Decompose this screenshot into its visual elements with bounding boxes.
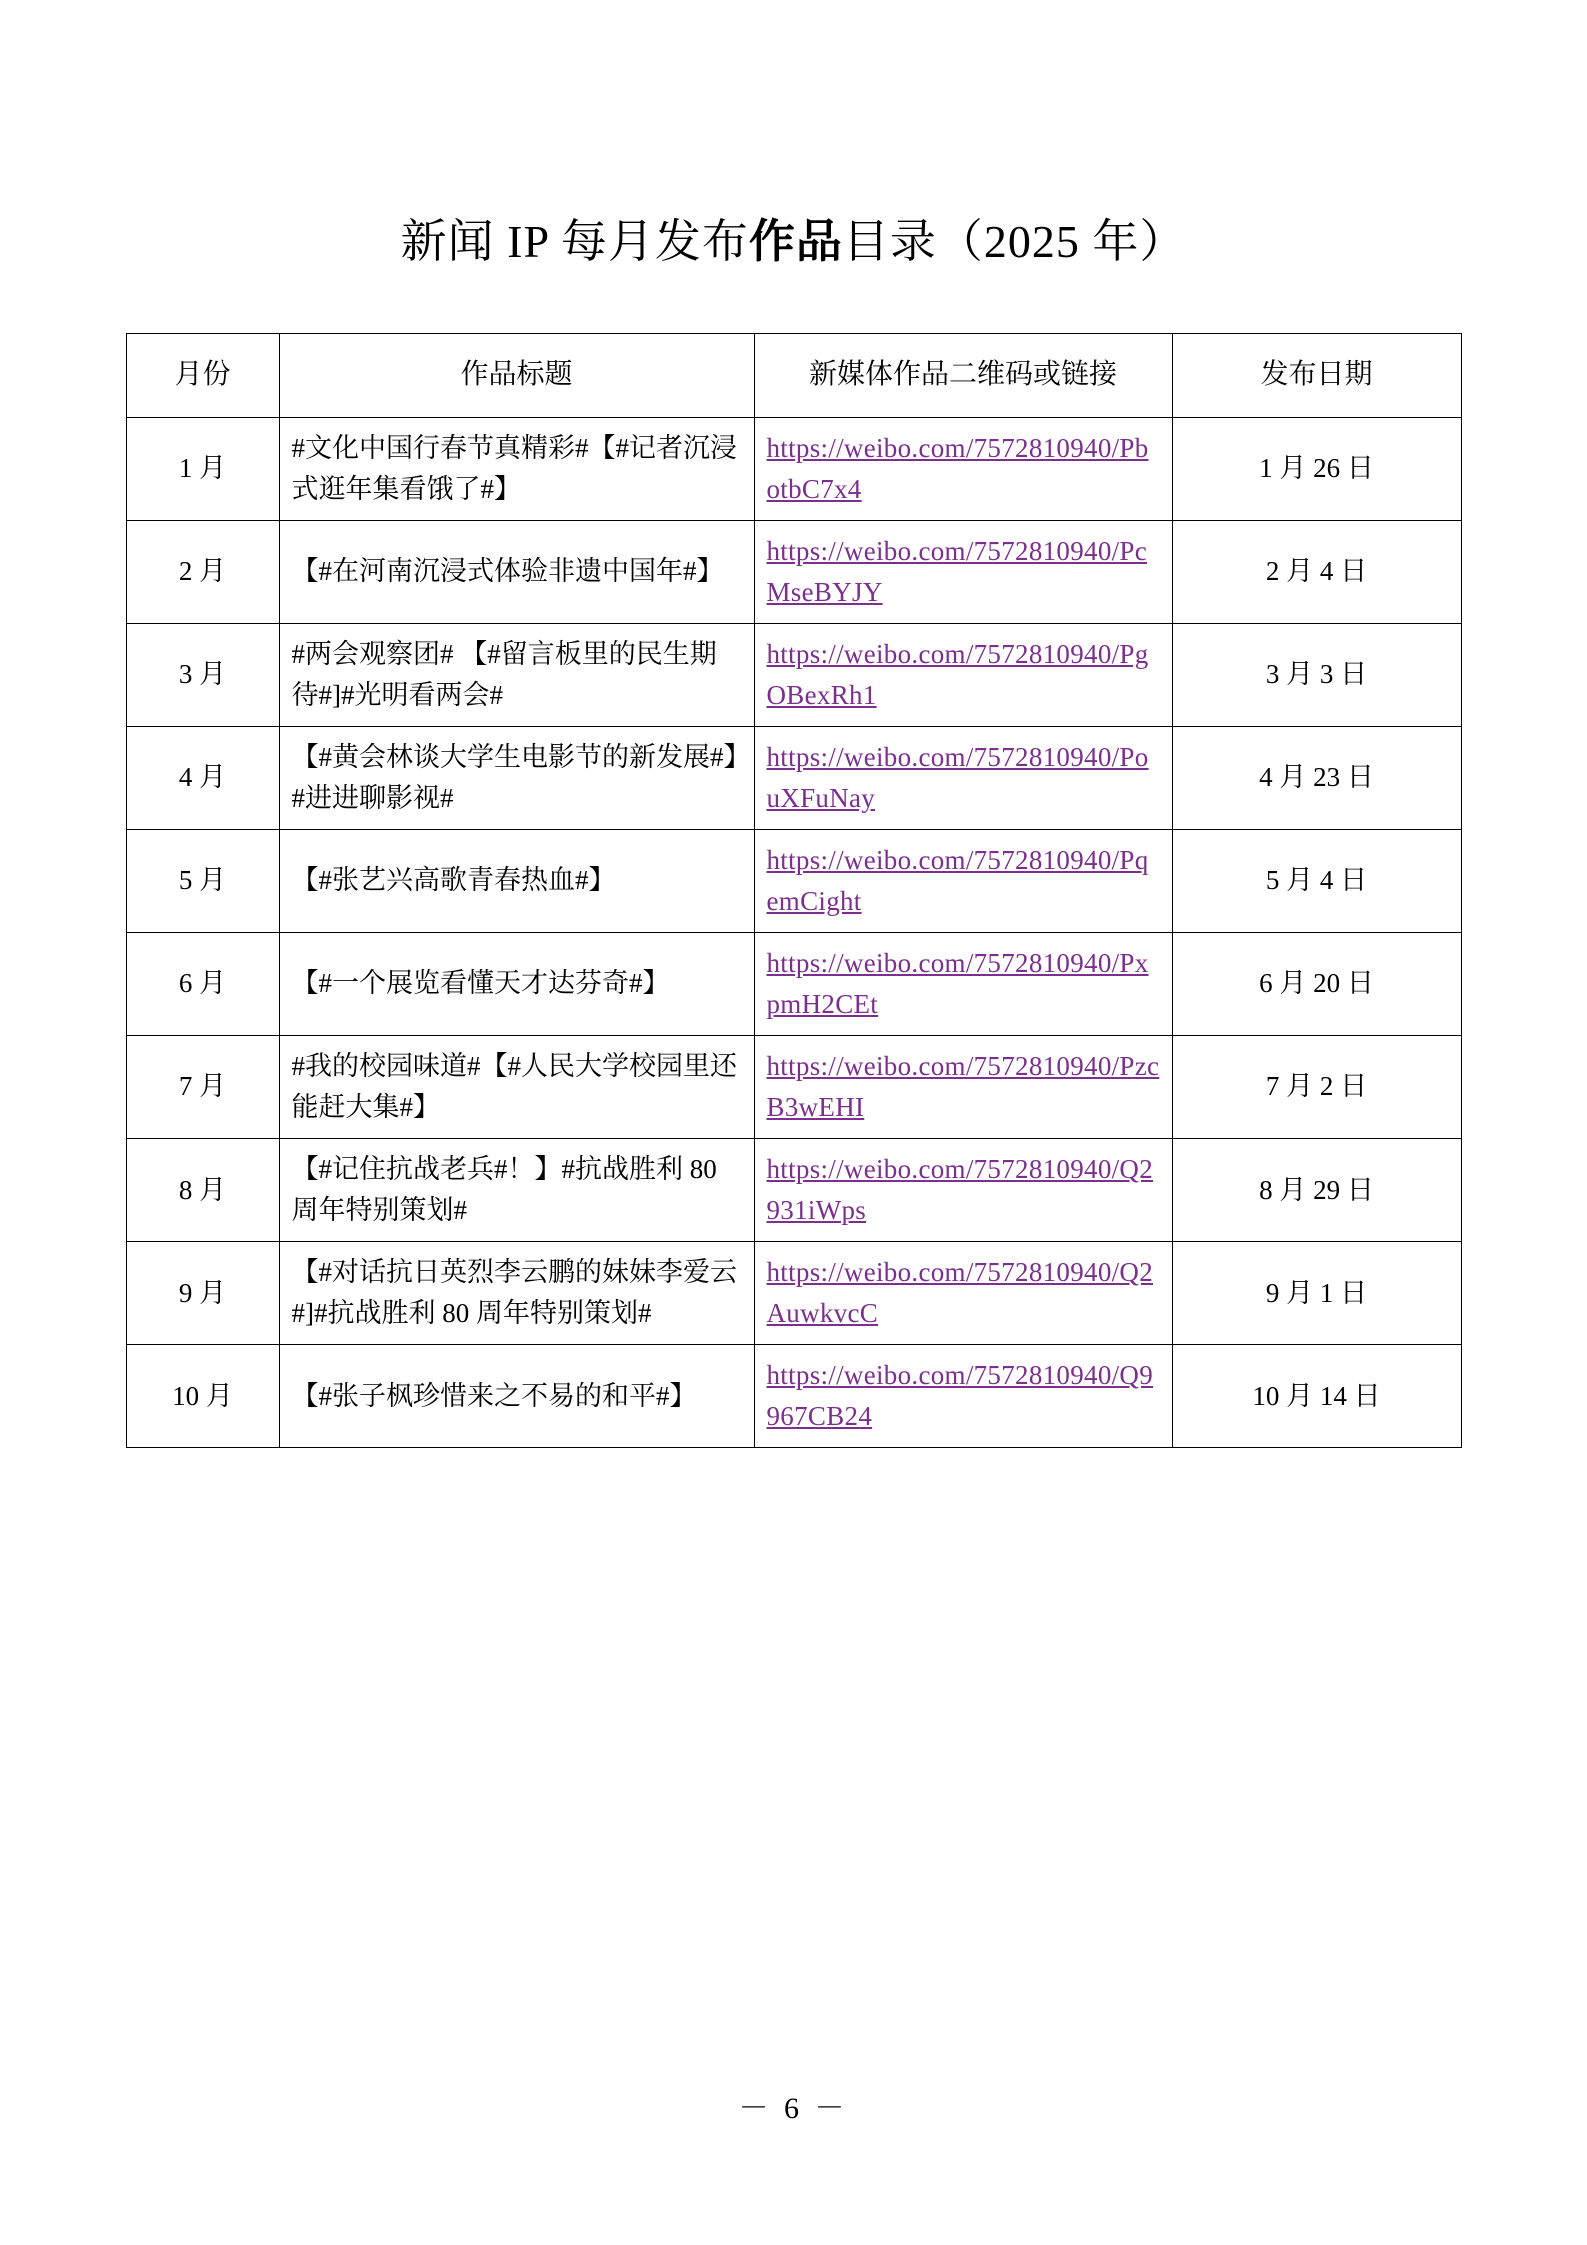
cell-title: 【#记住抗战老兵#！】#抗战胜利 80 周年特别策划# xyxy=(279,1138,754,1241)
cell-title: #两会观察团# 【#留言板里的民生期待#]#光明看两会# xyxy=(279,623,754,726)
page-title-prefix: 新闻 IP 每月发布 xyxy=(400,216,749,267)
table-row xyxy=(126,1242,1461,1345)
cell-date: 9 月 1 日 xyxy=(1172,1242,1461,1345)
cell-link xyxy=(754,1242,1172,1345)
cell-title: #我的校园味道#【#人民大学校园里还能赶大集#】 xyxy=(279,1035,754,1138)
weibo-link[interactable]: https://weibo.com/7572810940/PgOBexRh1 xyxy=(766,638,1149,710)
cell-title: 【#在河南沉浸式体验非遗中国年#】 xyxy=(279,520,754,623)
table-row xyxy=(126,623,1461,726)
cell-month: 4 月 xyxy=(126,726,279,829)
cell-month: 9 月 xyxy=(126,1242,279,1345)
column-header-month: 月份 xyxy=(126,334,279,418)
table-row xyxy=(126,417,1461,520)
table-row xyxy=(126,932,1461,1035)
cell-link xyxy=(754,417,1172,520)
table-row xyxy=(126,829,1461,932)
cell-month: 6 月 xyxy=(126,932,279,1035)
cell-date: 1 月 26 日 xyxy=(1172,417,1461,520)
weibo-link[interactable]: https://weibo.com/7572810940/PqemCight xyxy=(766,844,1149,916)
cell-title: 【#张艺兴高歌青春热血#】 xyxy=(279,829,754,932)
column-header-title: 作品标题 xyxy=(279,334,754,418)
cell-title: 【#一个展览看懂天才达芬奇#】 xyxy=(279,932,754,1035)
cell-link xyxy=(754,1035,1172,1138)
cell-link xyxy=(754,1138,1172,1241)
table-row xyxy=(126,1345,1461,1448)
table-row xyxy=(126,1138,1461,1241)
cell-date: 7 月 2 日 xyxy=(1172,1035,1461,1138)
weibo-link[interactable]: https://weibo.com/7572810940/Q2AuwkvcC xyxy=(766,1257,1154,1329)
page-title-suffix: 目录（2025 年） xyxy=(842,216,1187,267)
page-number: － 6 － xyxy=(738,2092,849,2125)
cell-date: 8 月 29 日 xyxy=(1172,1138,1461,1241)
cell-link xyxy=(754,829,1172,932)
table-row xyxy=(126,520,1461,623)
cell-link xyxy=(754,932,1172,1035)
page-title xyxy=(0,0,1587,271)
table-header-row xyxy=(126,334,1461,418)
cell-date: 10 月 14 日 xyxy=(1172,1345,1461,1448)
cell-month: 7 月 xyxy=(126,1035,279,1138)
cell-month: 5 月 xyxy=(126,829,279,932)
cell-title: 【#黄会林谈大学生电影节的新发展#】#进进聊影视# xyxy=(279,726,754,829)
cell-date: 3 月 3 日 xyxy=(1172,623,1461,726)
weibo-link[interactable]: https://weibo.com/7572810940/PouXFuNay xyxy=(766,741,1149,813)
table-header xyxy=(126,334,1461,418)
cell-month: 10 月 xyxy=(126,1345,279,1448)
table-row xyxy=(126,726,1461,829)
cell-month: 2 月 xyxy=(126,520,279,623)
weibo-link[interactable]: https://weibo.com/7572810940/Q9967CB24 xyxy=(766,1360,1154,1432)
cell-link xyxy=(754,1345,1172,1448)
cell-title: 【#对话抗日英烈李云鹏的妹妹李爱云#]#抗战胜利 80 周年特别策划# xyxy=(279,1242,754,1345)
cell-link xyxy=(754,726,1172,829)
weibo-link[interactable]: https://weibo.com/7572810940/PcMseBYJY xyxy=(766,535,1148,607)
cell-date: 6 月 20 日 xyxy=(1172,932,1461,1035)
cell-month: 1 月 xyxy=(126,417,279,520)
page-title-bold: 作品 xyxy=(748,216,843,267)
weibo-link[interactable]: https://weibo.com/7572810940/PbotbC7x4 xyxy=(766,432,1149,504)
cell-date: 4 月 23 日 xyxy=(1172,726,1461,829)
table-body xyxy=(126,417,1461,1448)
cell-month: 8 月 xyxy=(126,1138,279,1241)
column-header-link: 新媒体作品二维码或链接 xyxy=(754,334,1172,418)
cell-title: 【#张子枫珍惜来之不易的和平#】 xyxy=(279,1345,754,1448)
cell-link xyxy=(754,623,1172,726)
cell-link xyxy=(754,520,1172,623)
cell-title: #文化中国行春节真精彩#【#记者沉浸式逛年集看饿了#】 xyxy=(279,417,754,520)
cell-month: 3 月 xyxy=(126,623,279,726)
cell-date: 5 月 4 日 xyxy=(1172,829,1461,932)
weibo-link[interactable]: https://weibo.com/7572810940/PzcB3wEHI xyxy=(766,1050,1160,1122)
weibo-link[interactable]: https://weibo.com/7572810940/PxpmH2CEt xyxy=(766,947,1149,1019)
cell-date: 2 月 4 日 xyxy=(1172,520,1461,623)
table-row xyxy=(126,1035,1461,1138)
weibo-link[interactable]: https://weibo.com/7572810940/Q2931iWps xyxy=(766,1153,1154,1226)
works-catalog-table xyxy=(126,333,1462,1448)
column-header-date: 发布日期 xyxy=(1172,334,1461,418)
